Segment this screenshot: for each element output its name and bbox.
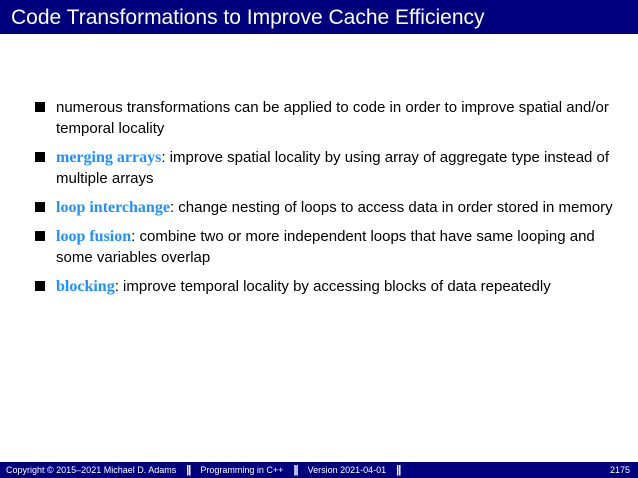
bullet-text: : change nesting of loops to access data in order stored in memory [169,199,613,216]
footer-course: Programming in C++ [200,465,284,475]
bullet-list [35,97,615,305]
footer-bar [0,462,638,478]
bullet-term: merging arrays [56,149,162,166]
bullet-text: : improve spatial locality by using array of aggregate type instead of multiple arrays [56,149,610,187]
bullet-term: loop interchange [56,199,170,216]
title-bar [0,0,638,34]
square-bullet-icon [35,102,45,112]
footer-separator: || [396,464,401,476]
bullet-item [35,147,615,189]
square-bullet-icon [35,231,45,241]
bullet-item [35,97,615,139]
square-bullet-icon [35,202,45,212]
bullet-item [35,226,615,268]
bullet-text: : improve temporal locality by accessing blocks of data repeatedly [114,278,551,295]
footer-copyright: Copyright © 2015–2021 Michael D. Adams [6,465,177,475]
footer-separator: || [186,464,191,476]
footer-page-number: 2175 [609,465,630,475]
slide-title: Code Transformations to Improve Cache Efficiency [11,5,485,29]
bullet-text: numerous transformations can be applied to code in order to improve spatial and/or temporal locality [56,99,609,137]
bullet-text: : combine two or more independent loops that have same looping and some variables overlap [56,228,595,266]
footer-separator: || [293,464,298,476]
square-bullet-icon [35,152,45,162]
square-bullet-icon [35,281,45,291]
bullet-term: loop fusion [56,228,132,245]
bullet-term: blocking [56,278,115,295]
footer-version: Version 2021-04-01 [307,465,387,475]
bullet-item [35,276,615,297]
bullet-item [35,197,615,218]
